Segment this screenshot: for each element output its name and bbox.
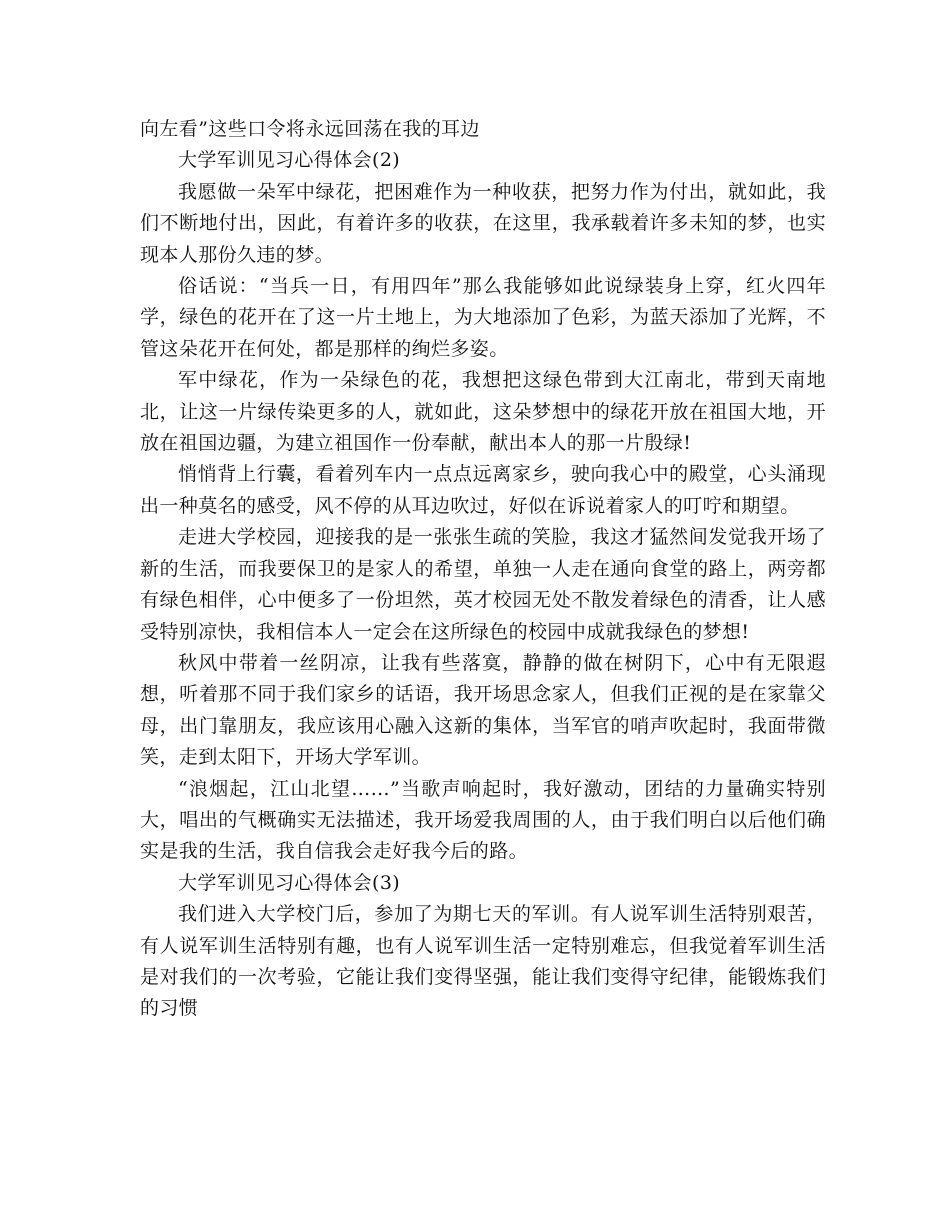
section-heading-3: 大学军训见习心得体会(3) [178, 871, 401, 894]
section-heading-2: 大学军训见习心得体会(2) [178, 149, 401, 172]
paragraph: 走进大学校园，迎接我的是一张张生疏的笑脸，我这才猛然间发觉我开场了新的生活，而我要保卫的是家人的希望，单独一人走在通向食堂的路上，两旁都有绿色相伴，心中便多了一份坦然，英才校园无处不散发着绿色的清香，让人感受特别凉快，我相信本人一定会在这所绿色的校园中成就我绿色的梦想! [140, 526, 826, 643]
paragraph: 军中绿花，作为一朵绿色的花，我想把这绿色带到大江南北，带到天南地北，让这一片绿传染更多的人，就如此，这朵梦想中的绿花开放在祖国大地，开放在祖国边疆，为建立祖国作一份奉献，献出本人的那一片殷绿! [140, 369, 826, 455]
paragraph: 我们进入大学校门后，参加了为期七天的军训。有人说军训生活特别艰苦，有人说军训生活特别有趣，也有人说军训生活一定特别难忘，但我觉着军训生活是对我们的一次考验，它能让我们变得坚强，能让我们变得守纪律，能锻炼我们的习惯 [140, 903, 826, 1020]
document-body [140, 114, 826, 1025]
paragraph: 俗话说：“当兵一日，有用四年”那么我能够如此说绿装身上穿，红火四年学，绿色的花开在了这一片土地上，为大地添加了色彩，为蓝天添加了光辉，不管这朵花开在何处，都是那样的绚烂多姿。 [140, 275, 826, 360]
paragraph-continuation: 向左看”这些口令将永远回荡在我的耳边 [140, 118, 480, 140]
paragraph: 秋风中带着一丝阴凉，让我有些落寞，静静的做在树阴下，心中有无限遐想，听着那不同于我们家乡的话语，我开场思念家人，但我们正视的是在家靠父母，出门靠朋友，我应该用心融入这新的集体，当军官的哨声吹起时，我面带微笑，走到太阳下，开场大学军训。 [140, 651, 826, 769]
paragraph: 我愿做一朵军中绿花，把困难作为一种收获，把努力作为付出，就如此，我们不断地付出，因此，有着许多的收获，在这里，我承载着许多未知的梦，也实现本人那份久违的梦。 [140, 180, 826, 266]
paragraph: “浪烟起，江山北望……”当歌声响起时，我好激动，团结的力量确实特别大，唱出的气概确实无法描述，我开场爱我周围的人，由于我们明白以后他们确实是我的生活，我自信我会走好我今后的路。 [140, 777, 826, 863]
paragraph: 悄悄背上行囊，看着列车内一点点远离家乡，驶向我心中的殿堂，心头涌现出一种莫名的感受，风不停的从耳边吹过，好似在诉说着家人的叮咛和期望。 [140, 463, 826, 517]
